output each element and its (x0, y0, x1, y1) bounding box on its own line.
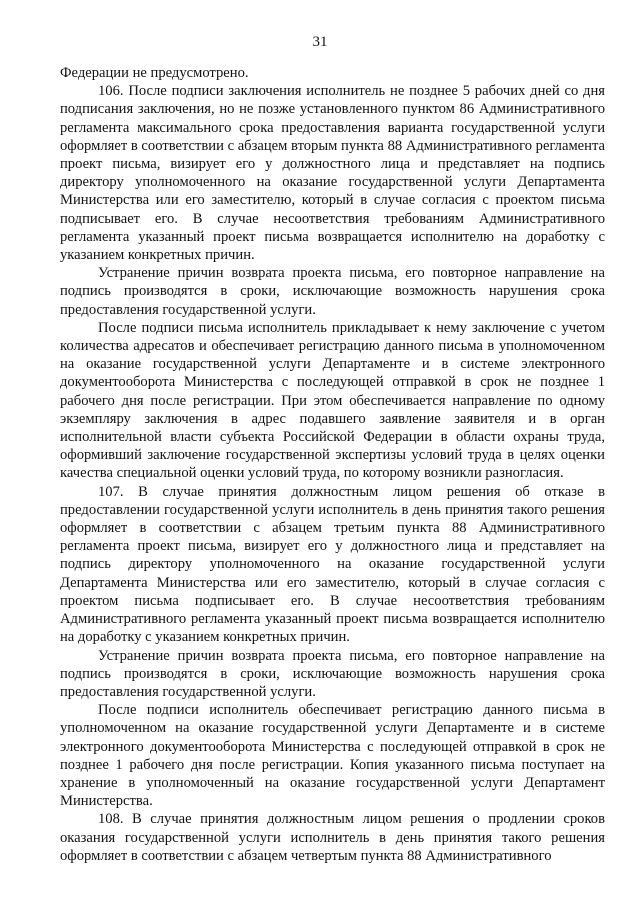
paragraph-continuation: Федерации не предусмотрено. (60, 65, 249, 81)
document-body (60, 64, 605, 865)
paragraph-108: 108. В случае принятия должностным лицом решения о продлении сроков оказания государственной услуги исполнитель в день принятия такого решения оформляет в соответствии с абзацем четвертым пункта 88 Административного (60, 811, 605, 864)
paragraph-107-registration: После подписи исполнитель обеспечивает регистрацию данного письма в уполномоченном на оказание государственной услуги Департаменте и в системе электронного документооборота Министерства с последующей отправкой в срок не позднее 1 рабочего дня после регистрации. Копия указанного письма поступает на хранение в уполномоченный на оказание государственной услуги Департамент Министерства. (60, 702, 605, 810)
paragraph-106-remedy: Устранение причин возврата проекта письма, его повторное направление на подпись производятся в сроки, исключающие возможность нарушения срока предоставления государственной услуги. (60, 265, 605, 318)
paragraph-106: 106. После подписи заключения исполнитель не позднее 5 рабочих дней со дня подписания заключения, но не позже установленного пунктом 86 Административного регламента максимального срока предоставления варианта государственной услуги оформляет в соответствии с абзацем вторым пункта 88 Административного регламента проект письма, визирует его у должностного лица и представляет на подпись директору уполномоченного на оказание государственной услуги Департамента Министерства или его заместителю, который в случае согласия с проектом письма подписывает его. В случае несоответствия требованиям Административного регламента указанный проект письма возвращается исполнителю на доработку с указанием конкретных причин. (60, 83, 605, 264)
page-number: 31 (312, 34, 328, 50)
paragraph-107: 107. В случае принятия должностным лицом решения об отказе в предоставлении государственной услуги исполнитель в день принятия такого решения оформляет в соответствии с абзацем третьим пункта 88 Административного регламента проект письма, визирует его у должностного лица и представляет на подпись директору уполномоченного на оказание государственной услуги Департамента Министерства или его заместителю, который в случае согласия с проектом письма подписывает его. В случае несоответствия требованиям Административного регламента указанный проект письма возвращается исполнителю на доработку с указанием конкретных причин. (60, 483, 605, 646)
paragraph-107-remedy: Устранение причин возврата проекта письма, его повторное направление на подпись производятся в сроки, исключающие возможность нарушения срока предоставления государственной услуги. (60, 647, 605, 700)
paragraph-106-registration: После подписи письма исполнитель прикладывает к нему заключение с учетом количества адресатов и обеспечивает регистрацию данного письма в уполномоченном на оказание государственной услуги Департаменте и в системе электронного документооборота Министерства с последующей отправкой в срок не позднее 1 рабочего дня после регистрации. При этом обеспечивается направление по одному экземпляру заключения в адрес подавшего заявление заявителя и в орган исполнительной власти субъекта Российской Федерации в области охраны труда, оформивший заключение государственной экспертизы условий труда в целях оценки качества специальной оценки условий труда, по которому возникли разногласия. (60, 319, 605, 482)
